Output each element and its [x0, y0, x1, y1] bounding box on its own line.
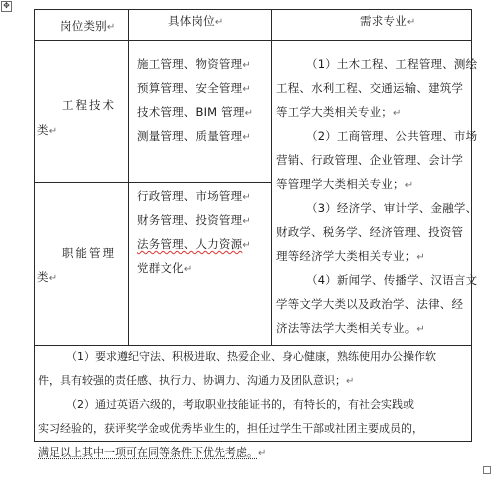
category-engineering: 工程技术 — [62, 98, 116, 112]
table-move-handle-icon[interactable]: ✥ — [1, 1, 12, 12]
major-line: 理等经济学大类相关专业；↵ — [276, 249, 425, 263]
category-engineering-suffix: 类↵ — [37, 123, 58, 137]
table-resize-handle[interactable] — [483, 466, 491, 474]
column-divider-2 — [271, 9, 272, 346]
major-line: 学等文学大类以及政治学、法律、经 — [276, 297, 464, 311]
requirement-line: （2）通过英语六级的，考取职业技能证书的，有特长的，有社会实践或 — [66, 398, 414, 411]
category-functional: 职能管理 — [62, 246, 116, 260]
major-line: 营销、行政管理、企业管理、会计学 — [276, 153, 464, 167]
requirement-line: 件，具有较强的责任感、执行力、协调力、沟通力及团队意识；↵ — [38, 374, 355, 387]
major-line: （1）土木工程、工程管理、测绘 — [306, 57, 478, 71]
major-line: （2）工商管理、公共管理、市场 — [306, 129, 478, 143]
position-item: 预算管理、安全管理↵ — [137, 81, 251, 95]
position-item: 行政管理、市场管理↵ — [137, 189, 251, 203]
major-line: 财政学、税务学、经济管理、投资管 — [276, 225, 464, 239]
header-required-major: 需求专业↵ — [360, 14, 416, 28]
position-item: 法务管理、人力资源↵ — [137, 237, 251, 251]
major-line: （3）经济学、审计学、金融学、 — [306, 201, 478, 215]
header-specific-position: 具体岗位↵ — [168, 14, 224, 28]
major-line: （4）新闻学、传播学、汉语言文 — [306, 273, 478, 287]
major-line: 等管理学大类相关专业；↵ — [276, 177, 414, 191]
header-position-category: 岗位类别↵ — [60, 19, 116, 33]
requirement-line: （1）要求遵纪守法、积极进取、热爱企业、身心健康，熟练使用办公操作软 — [66, 350, 436, 363]
category-functional-suffix: 类↵ — [37, 270, 58, 284]
column-divider-1 — [128, 9, 129, 346]
row-divider-1 — [34, 182, 272, 183]
position-item: 施工管理、物资管理↵ — [137, 57, 251, 71]
major-line: 工程、水利工程、交通运输、建筑学 — [276, 81, 464, 95]
table-border-left — [34, 9, 35, 442]
requirement-line: 满足以上其中一项可在同等条件下优先考虑。↵ — [38, 446, 267, 459]
major-line: 等工学大类相关专业；↵ — [276, 105, 402, 119]
position-item: 测量管理、质量管理↵ — [137, 129, 251, 143]
position-item: 财务管理、投资管理↵ — [137, 213, 251, 227]
position-item: 技术管理、BIM 管理↵ — [137, 105, 254, 119]
position-item: 党群文化↵ — [137, 261, 193, 275]
table-header-divider — [34, 40, 472, 41]
major-line: 济法等法学大类相关专业。↵ — [276, 321, 425, 335]
requirement-line: 实习经验的，获评奖学金或优秀毕业生的，担任过学生干部或社团主要成员的， — [38, 422, 423, 435]
